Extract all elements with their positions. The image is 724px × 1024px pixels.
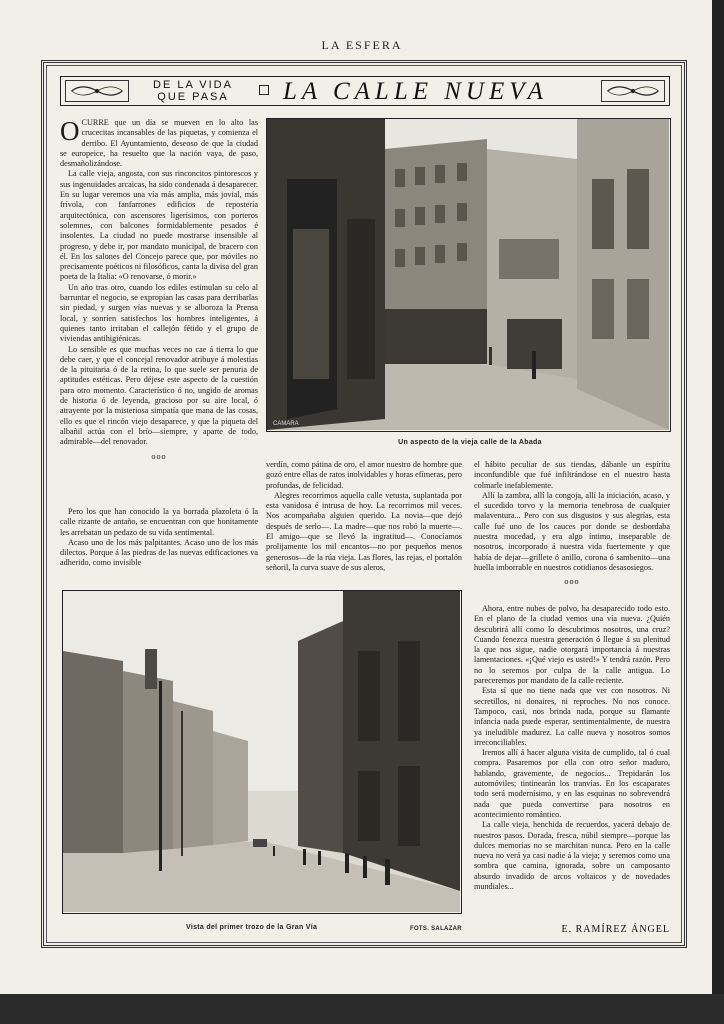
drop-cap: O (60, 118, 80, 146)
article-title: LA CALLE NUEVA (283, 78, 548, 105)
paragraph: Acaso uno de los más palpitantes. Acaso uno de los más dilectos. Porque á las piedras de las nuevas edificaciones va adherido, como invisible (60, 537, 258, 568)
article-column-2 (266, 460, 462, 582)
paragraph: Allí la zambra, allí la congoja, allí la iniciación, acaso, y el sucedido torvo y la memoria tenebrosa de cualquier malaventura... Pero con sus disgustos y sus alegrías, esta calle fué uno de los cauces por donde se desbordaba nuestra mocedad, y era algo íntimo, inseparable de nosotros, incorporado á nuestra vida fuertemente y que había de dejar—grillete ó anillo, corona ó sambenito—una huella imborrable en nuestros cotidianos desasosiegos. (474, 490, 670, 572)
article-column-3a (474, 460, 670, 592)
caption-top-photo: Un aspecto de la vieja calle de la Abada (398, 439, 542, 446)
section-kicker: DE LA VIDA QUE PASA (153, 79, 233, 103)
paragraph: Iremos allí á hacer alguna visita de cumplido, tal ó cual compra. Pasaremos por ella con otro señor maduro, hablando, gravemente, de negocios... Trepidarán los automóviles; tintinearán los tranvías. En los escaparates todo será modernísimo, y en las esquinas no sobrevendrá nada que pueda convertirse para nosotros en acontecimiento romántico. (474, 748, 670, 819)
section-separator: ooo (151, 451, 167, 461)
ornament-right-icon (601, 80, 665, 102)
ornament-left-icon (65, 80, 129, 102)
paragraph: Alegres recorrimos aquella calle vetusta, suplantada por esta vanidosa é intrusa de hoy. La recorrimos mil veces. Nos acompañaba alguien querido. La novia—que dejó después de serlo—. La madre—que nos robó la muerte—. El amigo—que se llevó la ingratitud—. Conocíamos prolijamente los mil encantos—no por pequeños menos generosos—de la rúa vieja. Las flores, las rejas, el portalón señoril, la curva suave de sus aleros, (266, 490, 462, 572)
scan-bottom-edge (0, 994, 724, 1024)
article-column-1 (60, 118, 258, 490)
paragraph: el hábito peculiar de sus tiendas, dábanle un espíritu inconfundible que fué infiltrándose en el nuestro hasta colmarle inefablemente. (474, 460, 670, 490)
section-separator: ooo (564, 577, 580, 587)
running-head: LA ESFERA (321, 38, 403, 52)
photo-old-street (266, 118, 671, 432)
paragraph: Lo sensible es que muchas veces no cae á tierra lo que debe caer, y que el concejal renovador atribuye á molestias de la pituitaria ó de la retina, lo que suele ser penuria de aptitudes estéticas. Pero déjese este aspecto de la cuestión para otro momento. Característico ó no, ungido de aromas de historia ó de leyenda, gracioso por su aire local, ó atrayente por la misteriosa simpatía que mana de las cosas, ello es que el rincón viejo desaparece, y que la piqueta del albañil actúa con el brío—siempre, y aparte de todo, admirable—del renovador. (60, 344, 258, 447)
caption-bottom-photo: Vista del primer trozo de la Gran Vía (186, 924, 318, 931)
article-column-3b (474, 604, 670, 922)
square-bullet-icon (259, 85, 269, 95)
photo-credit: FOTS. SALAZAR (410, 926, 462, 932)
paragraph: La calle vieja, henchida de recuerdos, yacerá debajo de nuestros pasos. Dorada, fresca, núbil siempre—porque las dulces memorias no se marchitan nunca. Pero en la calle nueva no verá ya casi nadie á la vieja; y seremos como una sombra que camina, ignorada, sobre un camposanto absurdo invadido de arcos voltaicos y de novedades mundiales... (474, 820, 670, 892)
title-band (60, 76, 670, 106)
article-column-1b (60, 507, 258, 582)
paragraph: La calle vieja, angosta, con sus rinconcitos pintorescos y sus ingenuidades arcaicas, ha sido condenada á desaparecer. En su lugar veremos una vía más amplia, más jovial, más frívola, con fanfarrones edificios de repostería arquitectónica, con ascensores ligerísimos, con porteros solemnes, con balcones formidablemente pesados é insolentes. La ciudad no puede mostrarse insensible al progreso, y debe ir, por mandato municipal, de bracero con él. En los salones del Concejo parece que, por móviles no precisamente poéticos ni filosóficos, canta la divisa del gran poeta de la Italia: «O renovarse, ó morir.» (60, 169, 258, 282)
storefront-text: CAMARA (273, 421, 299, 427)
paragraph: Ahora, entre nubes de polvo, ha desaparecido todo esto. En el plano de la ciudad vemos una vía nueva. ¿Quién descubrirá allí como lo descubrimos nosotros, una cruz? Cuando fenezca nuestra generación ó llegue á su plenitud la que nos sigue, nadie otorgará importancia á nuestras lamentaciones. «¡Qué viejo es usted!» Y tendrá razón. Pero no lo seremos por culpa de la calle antigua. Lo pareceremos por mandato de la calle reciente. (474, 604, 670, 686)
photo-gran-via (62, 590, 462, 914)
binding-edge (712, 0, 724, 1024)
paragraph: Un año tras otro, cuando los ediles estimulan su celo al barruntar el negocio, se expropian las casas para derribarlas sin piedad, y surgen vías nuevas y se alboroza la Prensa local, y sonríen satisfechos los hombres inteligentes, á quienes tanto irritaban el callejón fétido y el grupo de viviendas antihigiénicas. (60, 282, 258, 344)
paragraph: CURRE que un día se mueven en lo alto las crucecitas incansables de las piquetas, y comienza el derribo. El Ayuntamiento, deseoso de que la ciudad se europeice, ha resuelto que la nación vaya, de paso, desmañolizándose. (60, 118, 258, 169)
paragraph: Esta sí que no tiene nada que ver con nosotros. Ni secretillos, ni donaires, ni reproches. No nos conoce. Tampoco, casi, nos brinda nada, porque su flamante infancia nada puede esperar, sentimentalmente, de nuestra ya ineludible madurez. La calle nueva y nosotros somos irreconciliables. (474, 686, 670, 747)
author-signature: E. RAMÍREZ ÁNGEL (561, 924, 670, 935)
paragraph: Pero los que han conocido la ya borrada plazoleta ó la calle rizante de antaño, se encuentran con que honitamente les arrebatan un pedazo de su vida sentimental. (60, 507, 258, 537)
paragraph: verdín, como pátina de oro, el amor nuestro de hombre que gozó entre ellas de ratos inolvidables y horas efímeras, pero profundas, de felicidad. (266, 460, 462, 490)
